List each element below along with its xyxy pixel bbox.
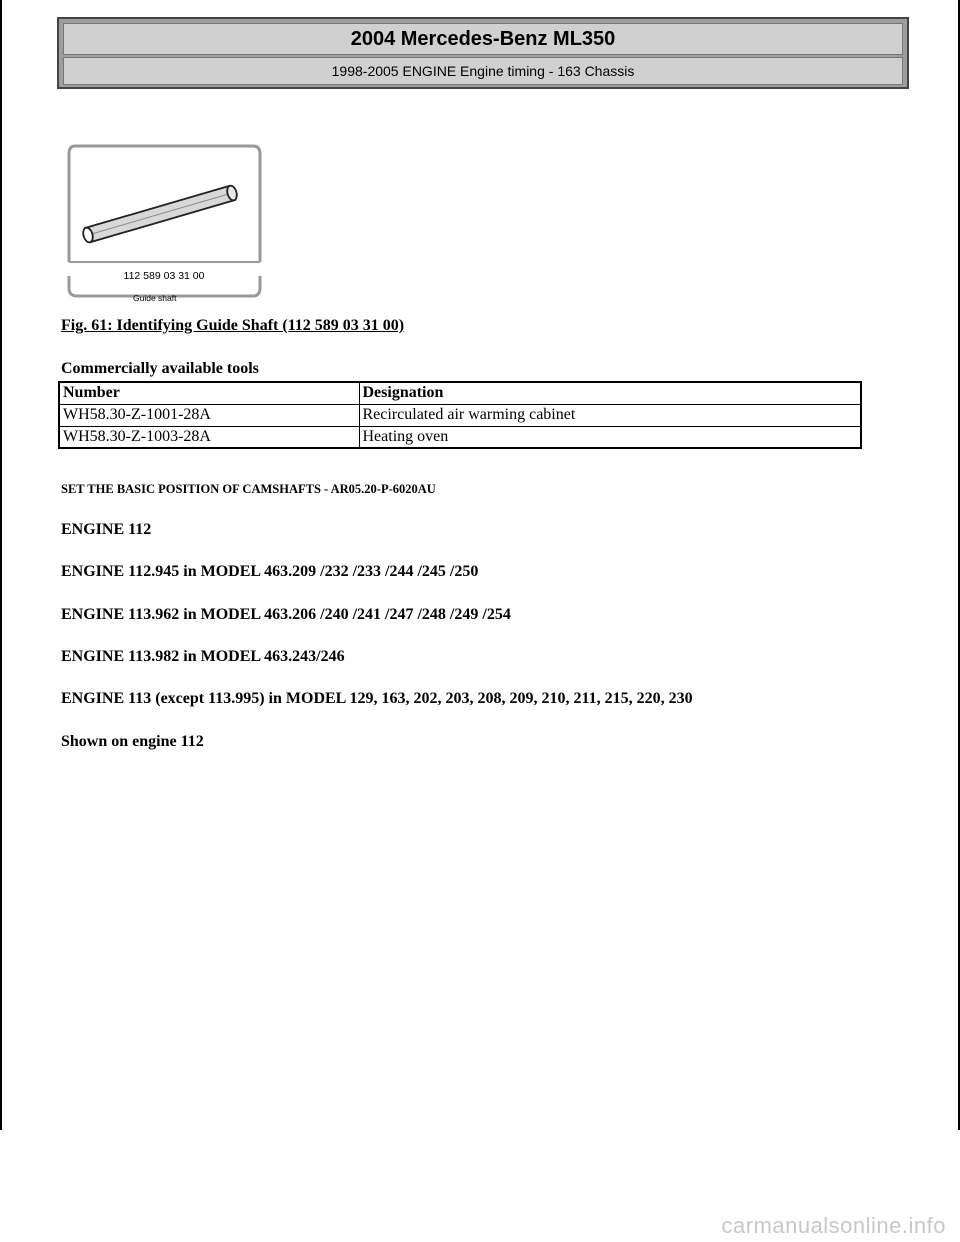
engine-line: ENGINE 113.962 in MODEL 463.206 /240 /241 /247 /248 /249 /254 <box>61 606 511 623</box>
document-header <box>57 17 909 89</box>
watermark-text: carmanualsonline.info <box>721 1213 946 1238</box>
shown-on-note: Shown on engine 112 <box>61 733 204 750</box>
table-row <box>59 426 861 448</box>
guide-shaft-illustration <box>63 138 267 306</box>
engine-line: ENGINE 112.945 in MODEL 463.209 /232 /233 /244 /245 /250 <box>61 563 479 580</box>
tools-table <box>58 381 862 449</box>
document-title: 2004 Mercedes-Benz ML350 <box>63 23 903 55</box>
column-header-number: Number <box>59 382 359 404</box>
table-header-row <box>59 382 861 404</box>
engine-line: ENGINE 113 (except 113.995) in MODEL 129, 163, 202, 203, 208, 209, 210, 211, 215, 220, 230 <box>61 690 693 707</box>
figure-caption: Fig. 61: Identifying Guide Shaft (112 589 03 31 00) <box>61 317 405 334</box>
tool-designation-cell: Recirculated air warming cabinet <box>359 404 861 426</box>
part-number-label: 112 589 03 31 00 <box>123 270 205 282</box>
table-row <box>59 404 861 426</box>
engine-line: ENGINE 113.982 in MODEL 463.243/246 <box>61 648 345 665</box>
guide-shaft-icon <box>82 185 239 244</box>
engine-line: ENGINE 112 <box>61 521 152 538</box>
column-header-designation: Designation <box>359 382 861 404</box>
guide-shaft-figure <box>63 138 267 306</box>
tool-number-cell: WH58.30-Z-1001-28A <box>59 404 359 426</box>
part-name-label: Guide shaft <box>133 293 177 303</box>
tools-heading: Commercially available tools <box>61 360 259 377</box>
tool-designation-cell: Heating oven <box>359 426 861 448</box>
procedure-title: SET THE BASIC POSITION OF CAMSHAFTS - AR05.20-P-6020AU <box>61 482 436 496</box>
tool-number-cell: WH58.30-Z-1003-28A <box>59 426 359 448</box>
document-subtitle: 1998-2005 ENGINE Engine timing - 163 Chassis <box>63 57 903 85</box>
